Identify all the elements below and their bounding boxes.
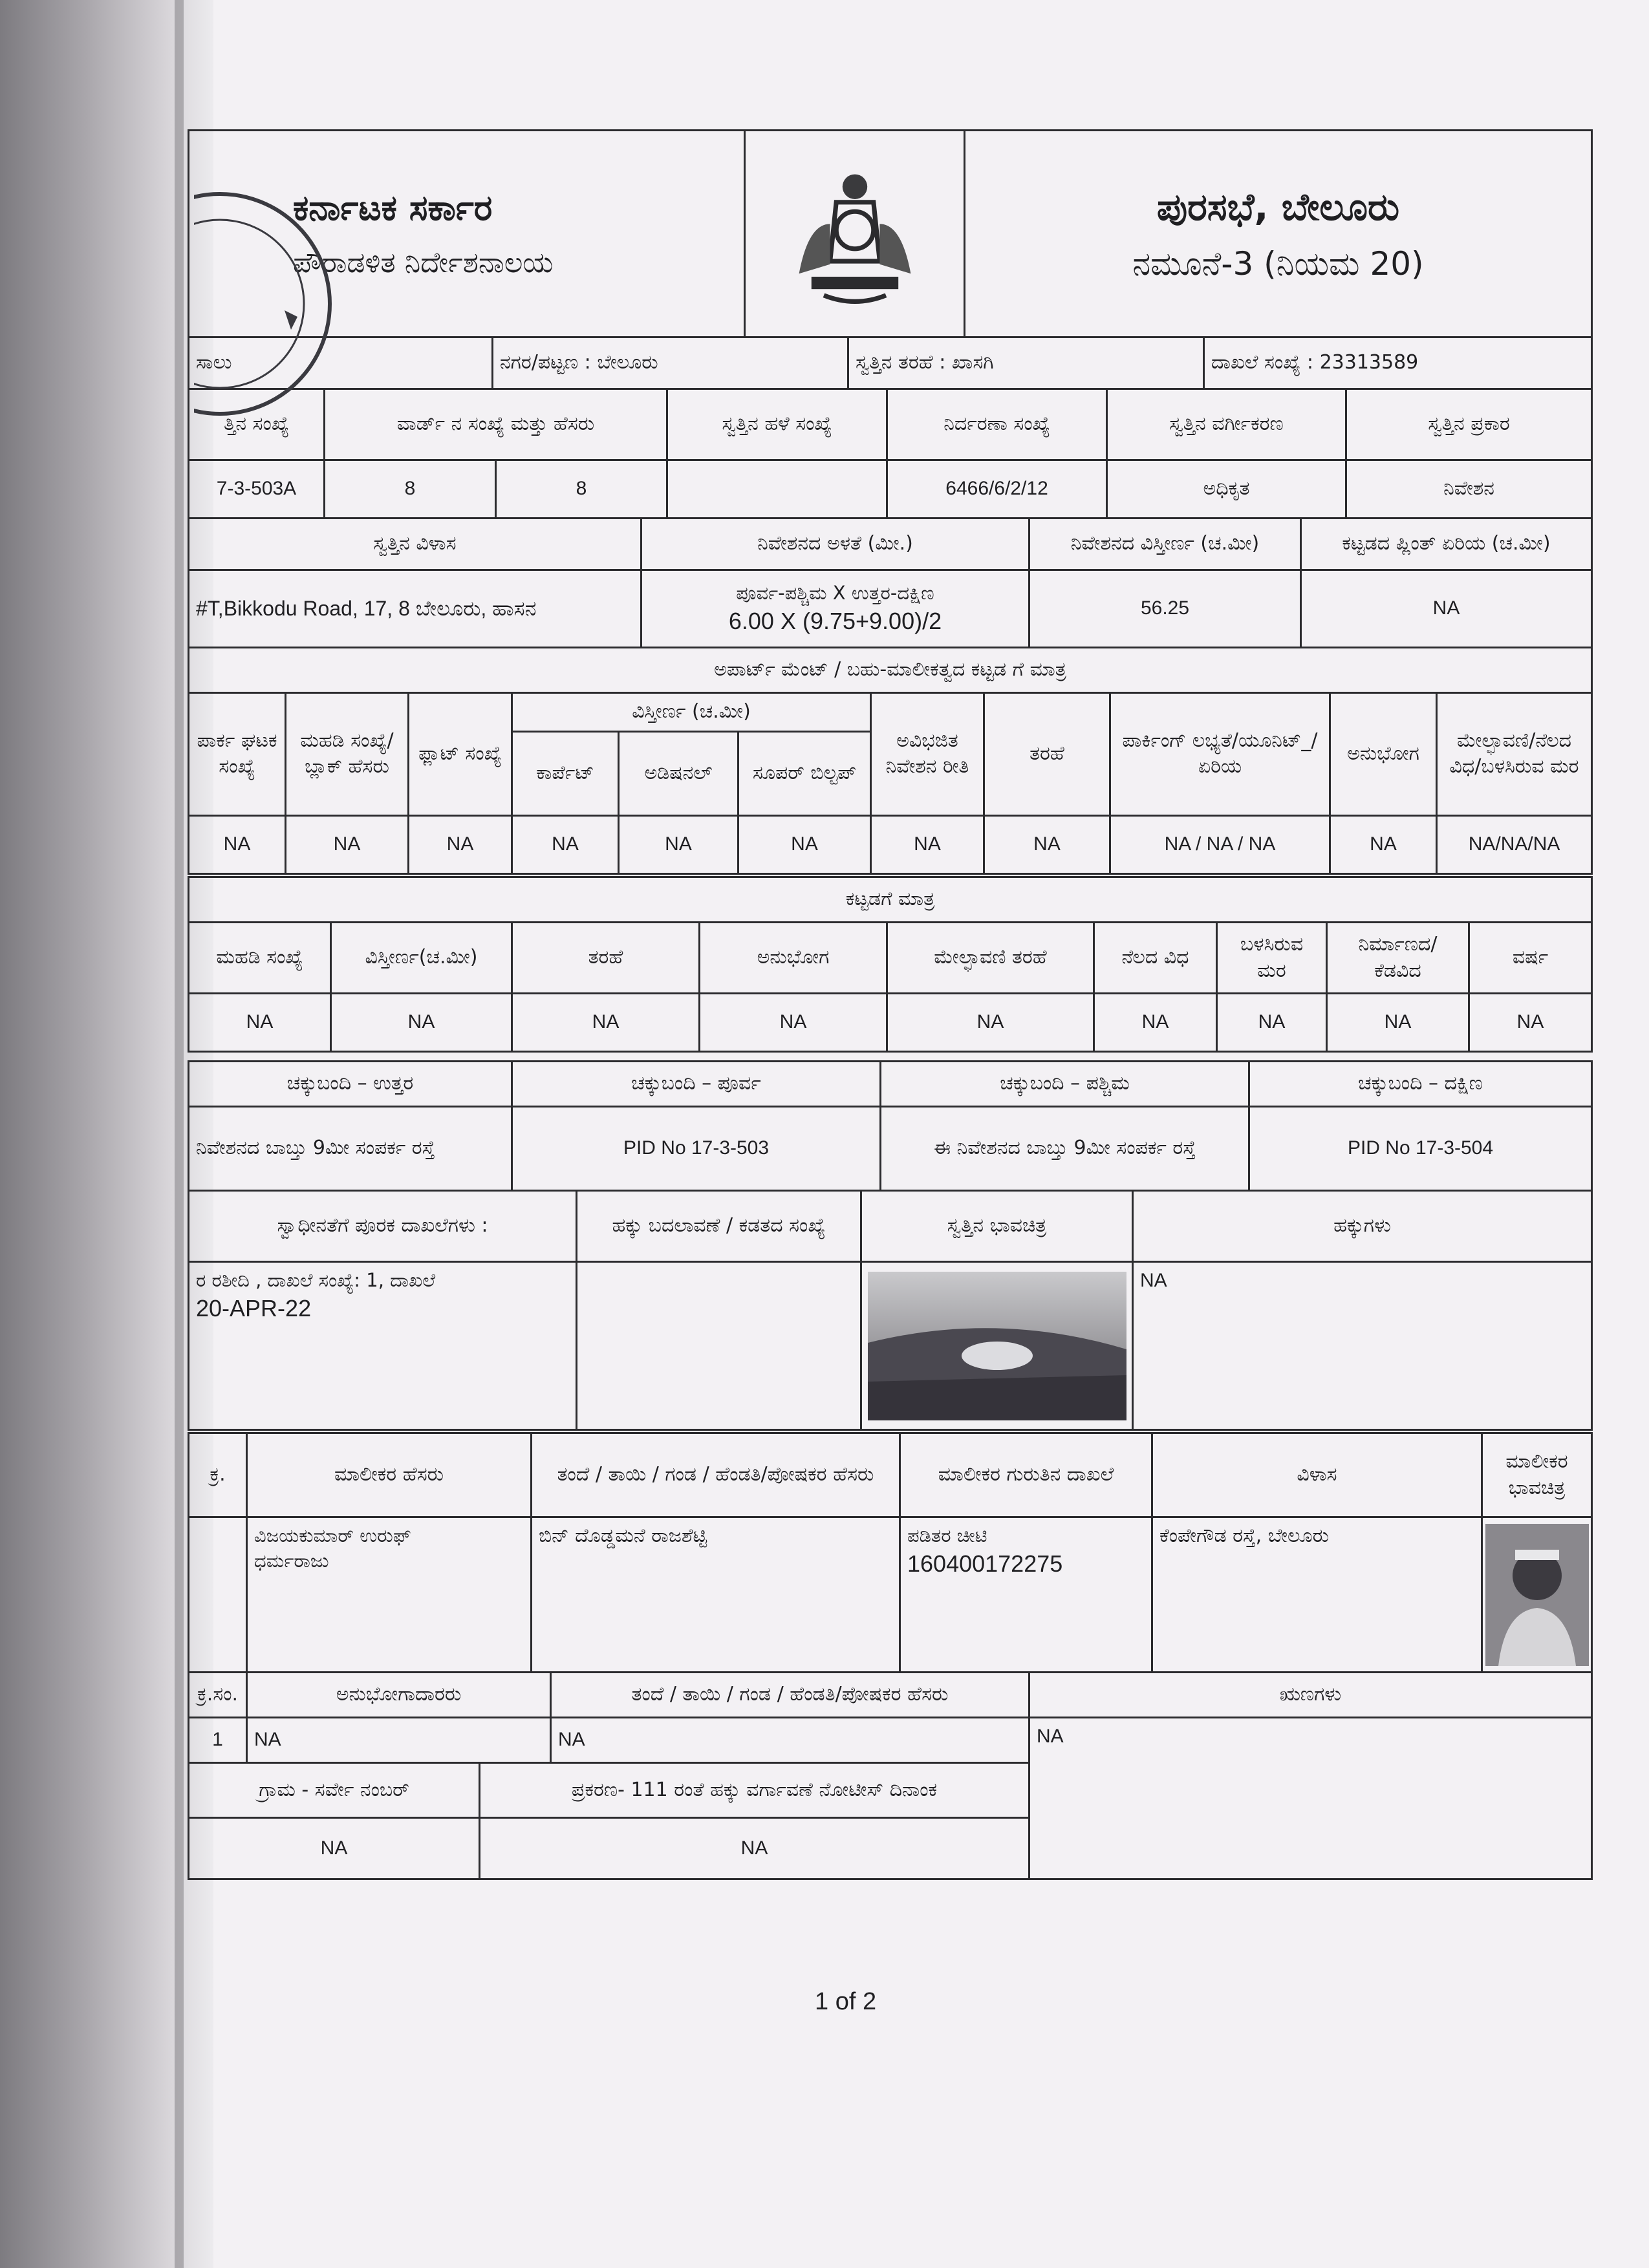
apt-area-group-header: ವಿಸ್ತೀರ್ಣ (ಚ.ಮೀ) xyxy=(512,693,871,732)
west-value: ಈ ನಿವೇಶನದ ಬಾಬ್ತು 9ಮೀ ಸಂಪರ್ಕ ರಸ್ತೆ xyxy=(881,1107,1249,1191)
property-photo-header: ಸ್ವತ್ತಿನ ಭಾವಚಿತ್ರ xyxy=(861,1191,1133,1262)
south-header: ಚಕ್ಕುಬಂದಿ – ದಕ್ಷಿಣ xyxy=(1249,1062,1592,1107)
bld-type-header: ತರಹೆ xyxy=(512,923,700,994)
apt-roof-value: NA/NA/NA xyxy=(1437,815,1592,873)
site-area-header: ನಿವೇಶನದ ವಿಸ್ತೀರ್ಣ (ಚ.ಮೀ) xyxy=(1029,519,1301,570)
apt-superbuilt-value: NA xyxy=(738,815,871,873)
possession-docs-line1: ರ ರಶೀದಿ , ದಾಖಲೆ ಸಂಖ್ಯೆ: 1, ದಾಖಲೆ xyxy=(196,1269,436,1291)
owner-name-header: ಮಾಲೀಕರ ಹೆಸರು xyxy=(247,1433,532,1517)
owner-name-value xyxy=(247,1517,532,1673)
state-emblem-icon xyxy=(777,153,932,308)
owner-name-line1: ವಿಜಯಕುಮಾರ್ ಉರುಫ್ xyxy=(254,1524,411,1546)
apt-flat-value: NA xyxy=(409,815,512,873)
occupant-table xyxy=(188,1671,1030,1764)
rights-change-value xyxy=(577,1262,861,1430)
owner-address-value: ಕೆಂಪೇಗೌಡ ರಸ್ತೆ, ಬೇಲೂರು xyxy=(1152,1517,1482,1673)
owner-idproof-label: ಪಡಿತರ ಚೀಟಿ xyxy=(907,1524,987,1546)
apt-type-header: ತರಹೆ xyxy=(984,693,1110,816)
classification-value: ಅಧಿಕೃತ xyxy=(1107,460,1346,519)
property-ids-table xyxy=(188,388,1593,519)
loans-table xyxy=(1028,1671,1593,1880)
old-no-value xyxy=(667,460,887,519)
apt-additional-header: ಅಡಿಷನಲ್ xyxy=(619,731,738,815)
apt-parking-value: NA / NA / NA xyxy=(1110,815,1330,873)
apt-carpet-value: NA xyxy=(512,815,619,873)
record-no-field: ದಾಖಲೆ ಸಂಖ್ಯೆ : 23313589 xyxy=(1204,337,1592,389)
body-header xyxy=(965,131,1592,337)
ward-name-value: 8 xyxy=(496,460,667,519)
bld-built-value: NA xyxy=(1327,994,1469,1052)
apt-undivided-header: ಅವಿಭಜಿತ ನಿವೇಶನ ರೀತಿ xyxy=(871,693,984,816)
owner-photo-header: ಮಾಲೀಕರ ಭಾವಚಿತ್ರ xyxy=(1482,1433,1592,1517)
page-number: 1 of 2 xyxy=(815,1988,877,2015)
form-title: ನಮೂನೆ-3 (ನಿಯಮ 20) xyxy=(1132,244,1424,283)
east-value: PID No 17-3-503 xyxy=(512,1107,881,1191)
apt-usage-value: NA xyxy=(1330,815,1437,873)
north-value: ನಿವೇಶನದ ಬಾಬ್ತು 9ಮೀ ಸಂಪರ್ಕ ರಸ್ತೆ xyxy=(189,1107,512,1191)
building-title: ಕಟ್ಟಡಗೆ ಮಾತ್ರ xyxy=(189,877,1592,923)
apt-roof-header: ಮೇಲ್ಛಾವಣಿ/ನೆಲದ ವಿಧ/ಬಳಸಿರುವ ಮರ xyxy=(1437,693,1592,816)
old-no-header: ಸ್ವತ್ತಿನ ಹಳೆ ಸಂಖ್ಯೆ xyxy=(667,389,887,460)
bld-area-value: NA xyxy=(331,994,512,1052)
directorate-title: ಪೌರಾಡಳಿತ ನಿರ್ದೇಶನಾಲಯ xyxy=(293,246,554,280)
govt-title: ಕರ್ನಾಟಕ ಸರ್ಕಾರ xyxy=(293,187,493,229)
apt-type-value: NA xyxy=(984,815,1110,873)
row-partial: ಸಾಲು xyxy=(189,337,493,389)
rights-value: NA xyxy=(1133,1262,1592,1430)
building-table xyxy=(188,876,1593,1053)
occupant-relation-header: ತಂದೆ / ತಾಯಿ / ಗಂಡ / ಹೆಂಡತಿ/ಪೋಷಕರ ಹೆಸರು xyxy=(551,1673,1029,1718)
bld-usage-header: ಅನುಭೋಗ xyxy=(700,923,887,994)
apt-parking-header: ಪಾರ್ಕಿಂಗ್ ಲಭ್ಯತೆ/ಯೂನಿಟ್_/ಏರಿಯ xyxy=(1110,693,1330,816)
survey-table xyxy=(188,1762,1030,1880)
town-field: ನಗರ/ಪಟ್ಟಣ : ಬೇಲೂರು xyxy=(493,337,848,389)
boundaries-table xyxy=(188,1060,1593,1192)
bld-wood-header: ಬಳಸಿರುವ ಮರ xyxy=(1217,923,1327,994)
bld-floor-header: ಮಹಡಿ ಸಂಖ್ಯೆ xyxy=(189,923,331,994)
owner-idproof-number: 160400172275 xyxy=(907,1550,1063,1578)
occupant-name-value: NA xyxy=(247,1718,551,1763)
apartment-title: ಅಪಾರ್ಟ್ ಮೆಂಟ್ / ಬಹು-ಮಾಲೀಕತ್ವದ ಕಟ್ಟಡ ಗೆ ಮಾತ್ರ xyxy=(189,648,1592,693)
ward-no-value: 8 xyxy=(325,460,496,519)
east-header: ಚಕ್ಕುಬಂದಿ – ಪೂರ್ವ xyxy=(512,1062,881,1107)
dimensions-axis: ಪೂರ್ವ-ಪಶ್ಚಿಮ X ಉತ್ತರ-ದಕ್ಷಿಣ xyxy=(736,581,934,604)
north-header: ಚಕ್ಕುಬಂದಿ – ಉತ್ತರ xyxy=(189,1062,512,1107)
owner-name-line2: ಧರ್ಮರಾಜು xyxy=(254,1550,329,1572)
office-seal-icon xyxy=(194,181,349,440)
bld-floortype-value: NA xyxy=(1094,994,1217,1052)
west-header: ಚಕ್ಕುಬಂದಿ – ಪಶ್ಚಿಮ xyxy=(881,1062,1249,1107)
occupant-relation-value: NA xyxy=(551,1718,1029,1763)
dimensions-numbers: 6.00 X (9.75+9.00)/2 xyxy=(728,607,942,634)
bld-area-header: ವಿಸ್ತೀರ್ಣ(ಚ.ಮೀ) xyxy=(331,923,512,994)
dimensions-value xyxy=(641,570,1029,648)
kind-header: ಸ್ವತ್ತಿನ ಪ್ರಕಾರ xyxy=(1346,389,1592,460)
apt-undivided-value: NA xyxy=(871,815,984,873)
bld-type-value: NA xyxy=(512,994,700,1052)
pid-header: ತ್ತಿನ ಸಂಖ್ಯೆ xyxy=(189,389,325,460)
page-fold xyxy=(175,0,184,2268)
owner-idproof-header: ಮಾಲೀಕರ ಗುರುತಿನ ದಾಖಲೆ xyxy=(900,1433,1152,1517)
bld-floor-value: NA xyxy=(189,994,331,1052)
bld-floortype-header: ನೆಲದ ವಿಧ xyxy=(1094,923,1217,994)
survey-header: ಗ್ರಾಮ - ಸರ್ವೇ ನಂಬರ್ xyxy=(189,1763,480,1818)
apt-superbuilt-header: ಸೂಪರ್ ಬಿಲ್ಟಪ್ xyxy=(738,731,871,815)
possession-docs-value xyxy=(189,1262,577,1430)
loans-value: NA xyxy=(1029,1718,1592,1879)
address-table xyxy=(188,517,1593,648)
address-header: ಸ್ವತ್ತಿನ ವಿಳಾಸ xyxy=(189,519,641,570)
apt-flat-header: ಫ್ಲಾಟ್ ಸಂಖ್ಯೆ xyxy=(409,693,512,816)
apt-floor-header: ಮಹಡಿ ಸಂಖ್ಯೆ/ಬ್ಲಾಕ್ ಹೆಸರು xyxy=(286,693,409,816)
rights-change-header: ಹಕ್ಕು ಬದಲಾವಣೆ / ಕಡತದ ಸಂಖ್ಯೆ xyxy=(577,1191,861,1262)
rights-table xyxy=(188,1190,1593,1431)
occupant-sl-header: ಕ್ರ.ಸಂ. xyxy=(189,1673,247,1718)
south-value: PID No 17-3-504 xyxy=(1249,1107,1592,1191)
site-area-value: 56.25 xyxy=(1029,570,1301,648)
apt-usage-header: ಅನುಭೋಗ xyxy=(1330,693,1437,816)
notice-header: ಪ್ರಕರಣ- 111 ರಂತೆ ಹಕ್ಕು ವರ್ಗಾವಣೆ ನೋಟೀಸ್ ದಿನಾಂಕ xyxy=(480,1763,1029,1818)
dimensions-header: ನಿವೇಶನದ ಅಳತೆ (ಮೀ.) xyxy=(641,519,1029,570)
kind-value: ನಿವೇಶನ xyxy=(1346,460,1592,519)
owner-table xyxy=(188,1432,1593,1673)
occupant-sl-value: 1 xyxy=(189,1718,247,1763)
bld-year-value: NA xyxy=(1469,994,1592,1052)
bld-roof-value: NA xyxy=(887,994,1094,1052)
owner-address-header: ವಿಳಾಸ xyxy=(1152,1433,1482,1517)
property-photo xyxy=(868,1272,1126,1420)
owner-idproof-value xyxy=(900,1517,1152,1673)
loans-header: ಋಣಗಳು xyxy=(1029,1673,1592,1718)
owner-sl-value xyxy=(189,1517,247,1673)
owner-relation-value: ಬಿನ್ ದೊಡ್ಡಮನೆ ರಾಜಶೆಟ್ಟಿ xyxy=(532,1517,900,1673)
owner-sl-header: ಕ್ರ. xyxy=(189,1433,247,1517)
address-value: #T,Bikkodu Road, 17, 8 ಬೇಲೂರು, ಹಾಸನ xyxy=(189,570,641,648)
header-table xyxy=(188,129,1593,338)
possession-docs-header: ಸ್ವಾಧೀನತೆಗೆ ಪೂರಕ ದಾಖಲೆಗಳು : xyxy=(189,1191,577,1262)
assessment-value: 6466/6/2/12 xyxy=(887,460,1107,519)
owner-photo-cell xyxy=(1482,1517,1592,1673)
plinth-header: ಕಟ್ಟಡದ ಪ್ಲಿಂತ್ ಏರಿಯ (ಚ.ಮೀ) xyxy=(1301,519,1592,570)
emblem-cell xyxy=(745,131,965,337)
notice-value: NA xyxy=(480,1818,1029,1879)
apt-unit-value: NA xyxy=(189,815,286,873)
possession-docs-line2: 20-APR-22 xyxy=(196,1295,312,1322)
classification-header: ಸ್ವತ್ತಿನ ವರ್ಗೀಕರಣ xyxy=(1107,389,1346,460)
municipality-title: ಪುರಸಭೆ, ಬೇಲೂರು xyxy=(1156,184,1400,229)
plinth-value: NA xyxy=(1301,570,1592,648)
rights-header: ಹಕ್ಕುಗಳು xyxy=(1133,1191,1592,1262)
bld-built-header: ನಿರ್ಮಾಣದ/ ಕೆಡವಿದ xyxy=(1327,923,1469,994)
apt-carpet-header: ಕಾರ್ಪೆಟ್ xyxy=(512,731,619,815)
apt-additional-value: NA xyxy=(619,815,738,873)
survey-value: NA xyxy=(189,1818,480,1879)
owner-photo xyxy=(1485,1524,1589,1666)
ward-header: ವಾರ್ಡ್ ನ ಸಂಖ್ಯೆ ಮತ್ತು ಹೆಸರು xyxy=(325,389,667,460)
row-town xyxy=(188,336,1593,390)
property-type-field: ಸ್ವತ್ತಿನ ತರಹೆ : ಖಾಸಗಿ xyxy=(848,337,1204,389)
property-photo-cell xyxy=(861,1262,1133,1430)
bld-usage-value: NA xyxy=(700,994,887,1052)
pid-value: 7-3-503A xyxy=(189,460,325,519)
apt-unit-header: ಪಾರ್ಕ ಘಟಕ ಸಂಖ್ಯೆ xyxy=(189,693,286,816)
apt-floor-value: NA xyxy=(286,815,409,873)
assessment-header: ನಿರ್ದರಣಾ ಸಂಖ್ಯೆ xyxy=(887,389,1107,460)
bld-roof-header: ಮೇಲ್ಛಾವಣಿ ತರಹೆ xyxy=(887,923,1094,994)
apartment-table xyxy=(188,647,1593,875)
bld-wood-value: NA xyxy=(1217,994,1327,1052)
owner-relation-header: ತಂದೆ / ತಾಯಿ / ಗಂಡ / ಹೆಂಡತಿ/ಪೋಷಕರ ಹೆಸರು xyxy=(532,1433,900,1517)
bld-year-header: ವರ್ಷ xyxy=(1469,923,1592,994)
occupant-name-header: ಅನುಭೋಗಾದಾರರು xyxy=(247,1673,551,1718)
